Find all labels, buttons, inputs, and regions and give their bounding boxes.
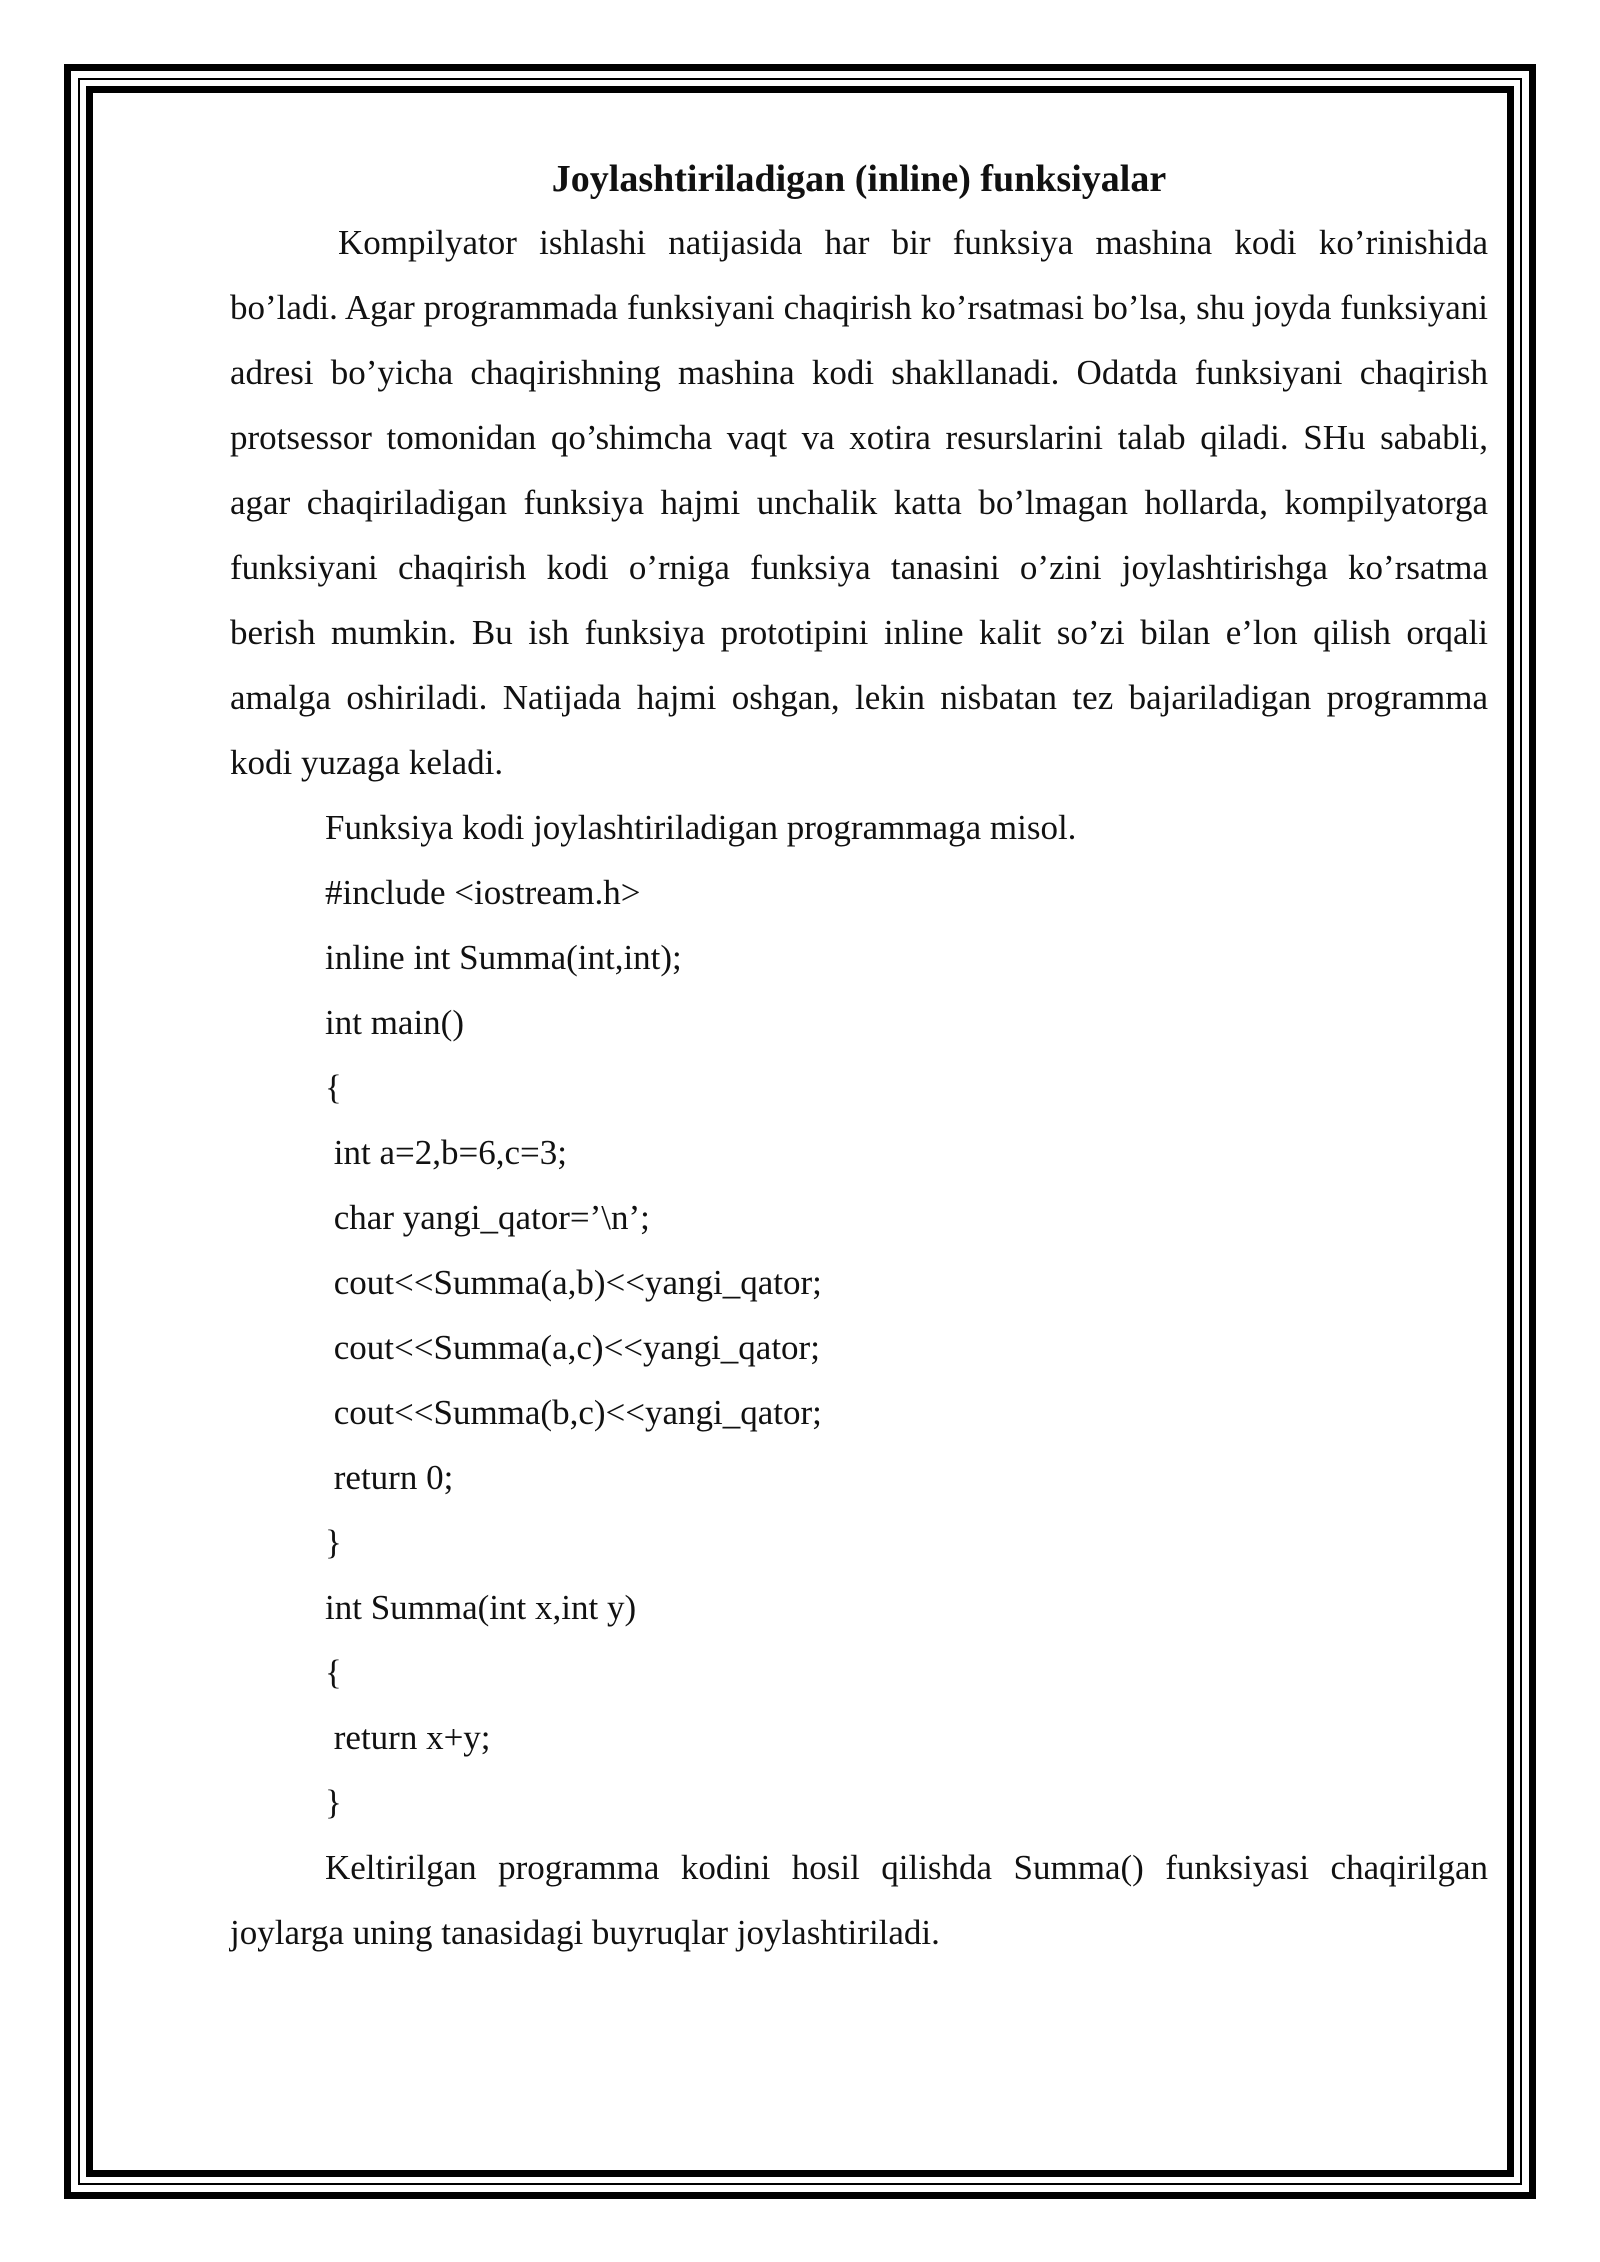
code-line: }: [325, 1783, 342, 1822]
code-line: cout<<Summa(a,b)<<yangi_qator;: [325, 1263, 822, 1302]
code-listing: [230, 860, 1488, 1835]
conclusion-paragraph: Keltirilgan programma kodini hosil qilishda Summa() funksiyasi chaqirilgan joylarga uning tanasidagi buyruqlar joylashtiriladi.: [230, 1848, 1488, 1952]
example-intro-paragraph: Funksiya kodi joylashtiriladigan programmaga misol.: [325, 808, 1077, 847]
code-line: cout<<Summa(b,c)<<yangi_qator;: [325, 1393, 822, 1432]
document-body: [230, 148, 1488, 1965]
code-line: inline int Summa(int,int);: [325, 938, 682, 977]
code-line: cout<<Summa(a,c)<<yangi_qator;: [325, 1328, 820, 1367]
code-line: char yangi_qator=’\n’;: [325, 1198, 650, 1237]
code-line: {: [325, 1068, 342, 1107]
code-line: {: [325, 1653, 342, 1692]
code-line: return 0;: [325, 1458, 454, 1497]
code-line: }: [325, 1523, 342, 1562]
code-line: #include <iostream.h>: [325, 873, 641, 912]
code-line: return x+y;: [325, 1718, 491, 1757]
code-line: int main(): [325, 1003, 464, 1042]
code-line: int a=2,b=6,c=3;: [325, 1133, 567, 1172]
code-line: int Summa(int x,int y): [325, 1588, 637, 1627]
intro-paragraph: Kompilyator ishlashi natijasida har bir funksiya mashina kodi ko’rinishida bo’ladi. Agar programmada funksiyani chaqirish ko’rsatmasi bo’lsa, shu joyda funksiyani adresi bo’yicha chaqirishning mashina kodi shakllanadi. Odatda funksiyani chaqirish protsessor tomonidan qo’shimcha vaqt va xotira resurslarini talab qiladi. SHu sababli, agar chaqiriladigan funksiya hajmi unchalik katta bo’lmagan hollarda, kompilyatorga funksiyani chaqirish kodi o’rniga funksiya tanasini o’zini joylashtirishga ko’rsatma berish mumkin. Bu ish funksiya prototipini inline kalit so’zi bilan e’lon qilish orqali amalga oshiriladi. Natijada hajmi oshgan, lekin nisbatan tez bajariladigan programma kodi yuzaga keladi.: [230, 223, 1488, 782]
page-title: Joylashtiriladigan (inline) funksiyalar: [551, 158, 1167, 200]
